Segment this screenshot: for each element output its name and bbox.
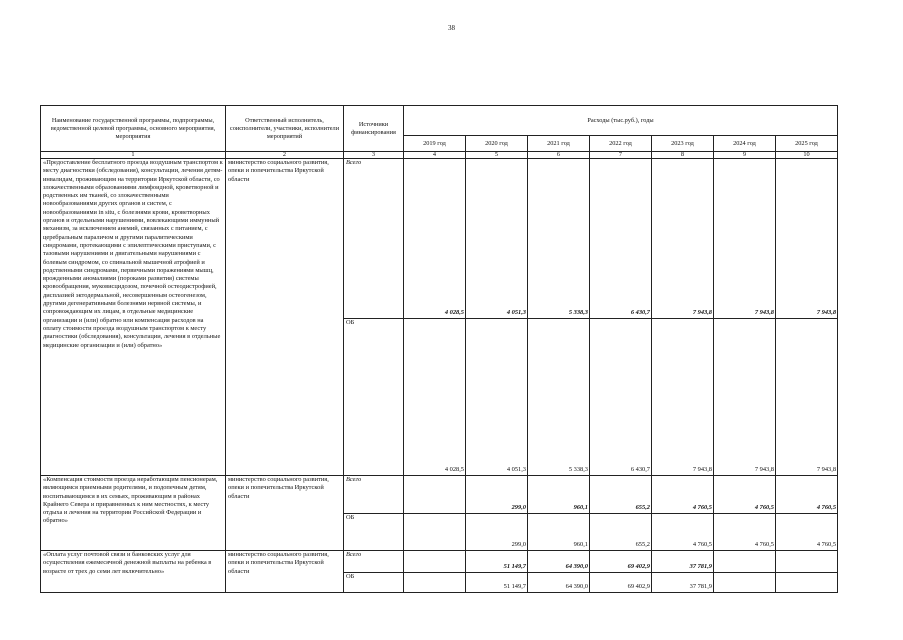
value-ob: 4 051,3 [466,319,528,476]
value-total: 7 943,8 [776,159,838,319]
value-total: 37 781,9 [652,551,714,573]
value-total: 64 390,0 [528,551,590,573]
column-number: 8 [652,152,714,159]
value-ob: 7 943,8 [776,319,838,476]
header-year: 2020 год [466,136,528,152]
value-total: 69 402,9 [590,551,652,573]
value-total: 7 943,8 [714,159,776,319]
header-year: 2019 год [404,136,466,152]
value-total: 5 338,3 [528,159,590,319]
value-ob [714,573,776,593]
value-ob: 69 402,9 [590,573,652,593]
value-total: 4 760,5 [652,476,714,514]
source-ob-label: ОБ [344,573,404,593]
source-total-label: Всего [344,476,404,514]
header-expenses: Расходы (тыс.руб.), годы [404,106,838,136]
value-ob: 4 760,5 [714,514,776,551]
column-number: 9 [714,152,776,159]
source-ob-label: ОБ [344,319,404,476]
source-total-label: Всего [344,159,404,319]
value-total [714,551,776,573]
table-row [41,476,838,514]
value-ob: 4 760,5 [652,514,714,551]
value-total [404,551,466,573]
header-year: 2025 год [776,136,838,152]
value-total: 4 760,5 [776,476,838,514]
page-number: 38 [448,24,455,32]
column-number: 6 [528,152,590,159]
value-total: 299,0 [466,476,528,514]
header-name: Наименование государственной программы, подпрограммы, ведомственной целевой программы, основного мероприятия, мероприятия [41,106,226,152]
value-total: 4 760,5 [714,476,776,514]
value-ob [404,514,466,551]
header-executor: Ответственный исполнитель, соисполнители, участники, исполнители мероприятий [226,106,344,152]
measure-executor: министерство социального развития, опеки и попечительства Иркутской области [226,476,344,551]
table-row [41,551,838,573]
column-number: 10 [776,152,838,159]
column-number: 1 [41,152,226,159]
column-number: 4 [404,152,466,159]
value-ob [404,573,466,593]
header-sources: Источники финансирования [344,106,404,152]
value-ob: 51 149,7 [466,573,528,593]
measure-executor: министерство социального развития, опеки и попечительства Иркутской области [226,551,344,593]
value-ob: 5 338,3 [528,319,590,476]
value-total [404,476,466,514]
measure-name: «Оплата услуг почтовой связи и банковских услуг для осуществления ежемесячной денежной выплаты на ребенка в возрасте от трех до семи лет включительно» [41,551,226,593]
source-ob-label: ОБ [344,514,404,551]
column-number: 3 [344,152,404,159]
header-year: 2024 год [714,136,776,152]
value-total: 7 943,8 [652,159,714,319]
measure-executor: министерство социального развития, опеки и попечительства Иркутской области [226,159,344,476]
column-number: 2 [226,152,344,159]
column-number: 7 [590,152,652,159]
source-total-label: Всего [344,551,404,573]
value-ob: 37 781,9 [652,573,714,593]
header-year: 2022 год [590,136,652,152]
value-ob: 7 943,8 [652,319,714,476]
value-total: 4 028,5 [404,159,466,319]
value-total: 51 149,7 [466,551,528,573]
value-ob: 4 028,5 [404,319,466,476]
value-total: 4 051,3 [466,159,528,319]
value-ob: 6 430,7 [590,319,652,476]
value-total: 960,1 [528,476,590,514]
column-number: 5 [466,152,528,159]
value-ob: 655,2 [590,514,652,551]
value-total: 655,2 [590,476,652,514]
value-total: 6 430,7 [590,159,652,319]
value-ob: 299,0 [466,514,528,551]
header-year: 2021 год [528,136,590,152]
value-ob: 64 390,0 [528,573,590,593]
value-ob: 4 760,5 [776,514,838,551]
measure-name: «Предоставление бесплатного проезда воздушным транспортом к месту диагностики (обследования), консультации, лечения детям-инвалидам, проживающим на территории Иркутской области, со злокачественными образованиями лимфоидной, кроветворной и родственных им тканей, со злокачественными новообразованиями других органов и систем, с новообразованиями in situ, с болезнями крови, кроветворных органов и отдельными нарушениями, вовлекающими иммунный механизм, за исключением анемий, связанных с питанием, с церебральным параличом и другими паралитическими синдромами, протекающими с эпилептическими приступами, с тазовыми нарушениями и двигательными нарушениями с болевым синдромом, со спинальной мышечной атрофией и родственными синдромами, первичными поражениями мышц, врожденными аномалиями (пороками развития) системы кровообращения, муковисцидозом, почечной остеодистрофией, дисплазией эктодермальной, несовершенным остеогенезом, другими дегенеративными болезнями нервной системы, и сопровождающим их лицам, в отдельные медицинские организации и (или) обратно или компенсация расходов на оплату стоимости проезда воздушным транспортом к месту диагностики (обследования), консультации, лечения в отдельные медицинские организации и (или) обратно» [41,159,226,476]
measure-name: «Компенсация стоимости проезда неработающим пенсионерам, являющимся приемными родителями, и подопечным детям, воспитывающимся в их семьях, проживающим в районах Крайнего Севера и приравненных к ним местностях, к месту отдыха и лечения на территории Российской Федерации и обратно» [41,476,226,551]
value-ob [776,573,838,593]
value-ob: 960,1 [528,514,590,551]
value-ob: 7 943,8 [714,319,776,476]
table-row [41,159,838,319]
value-total [776,551,838,573]
budget-table [40,105,838,593]
header-year: 2023 год [652,136,714,152]
